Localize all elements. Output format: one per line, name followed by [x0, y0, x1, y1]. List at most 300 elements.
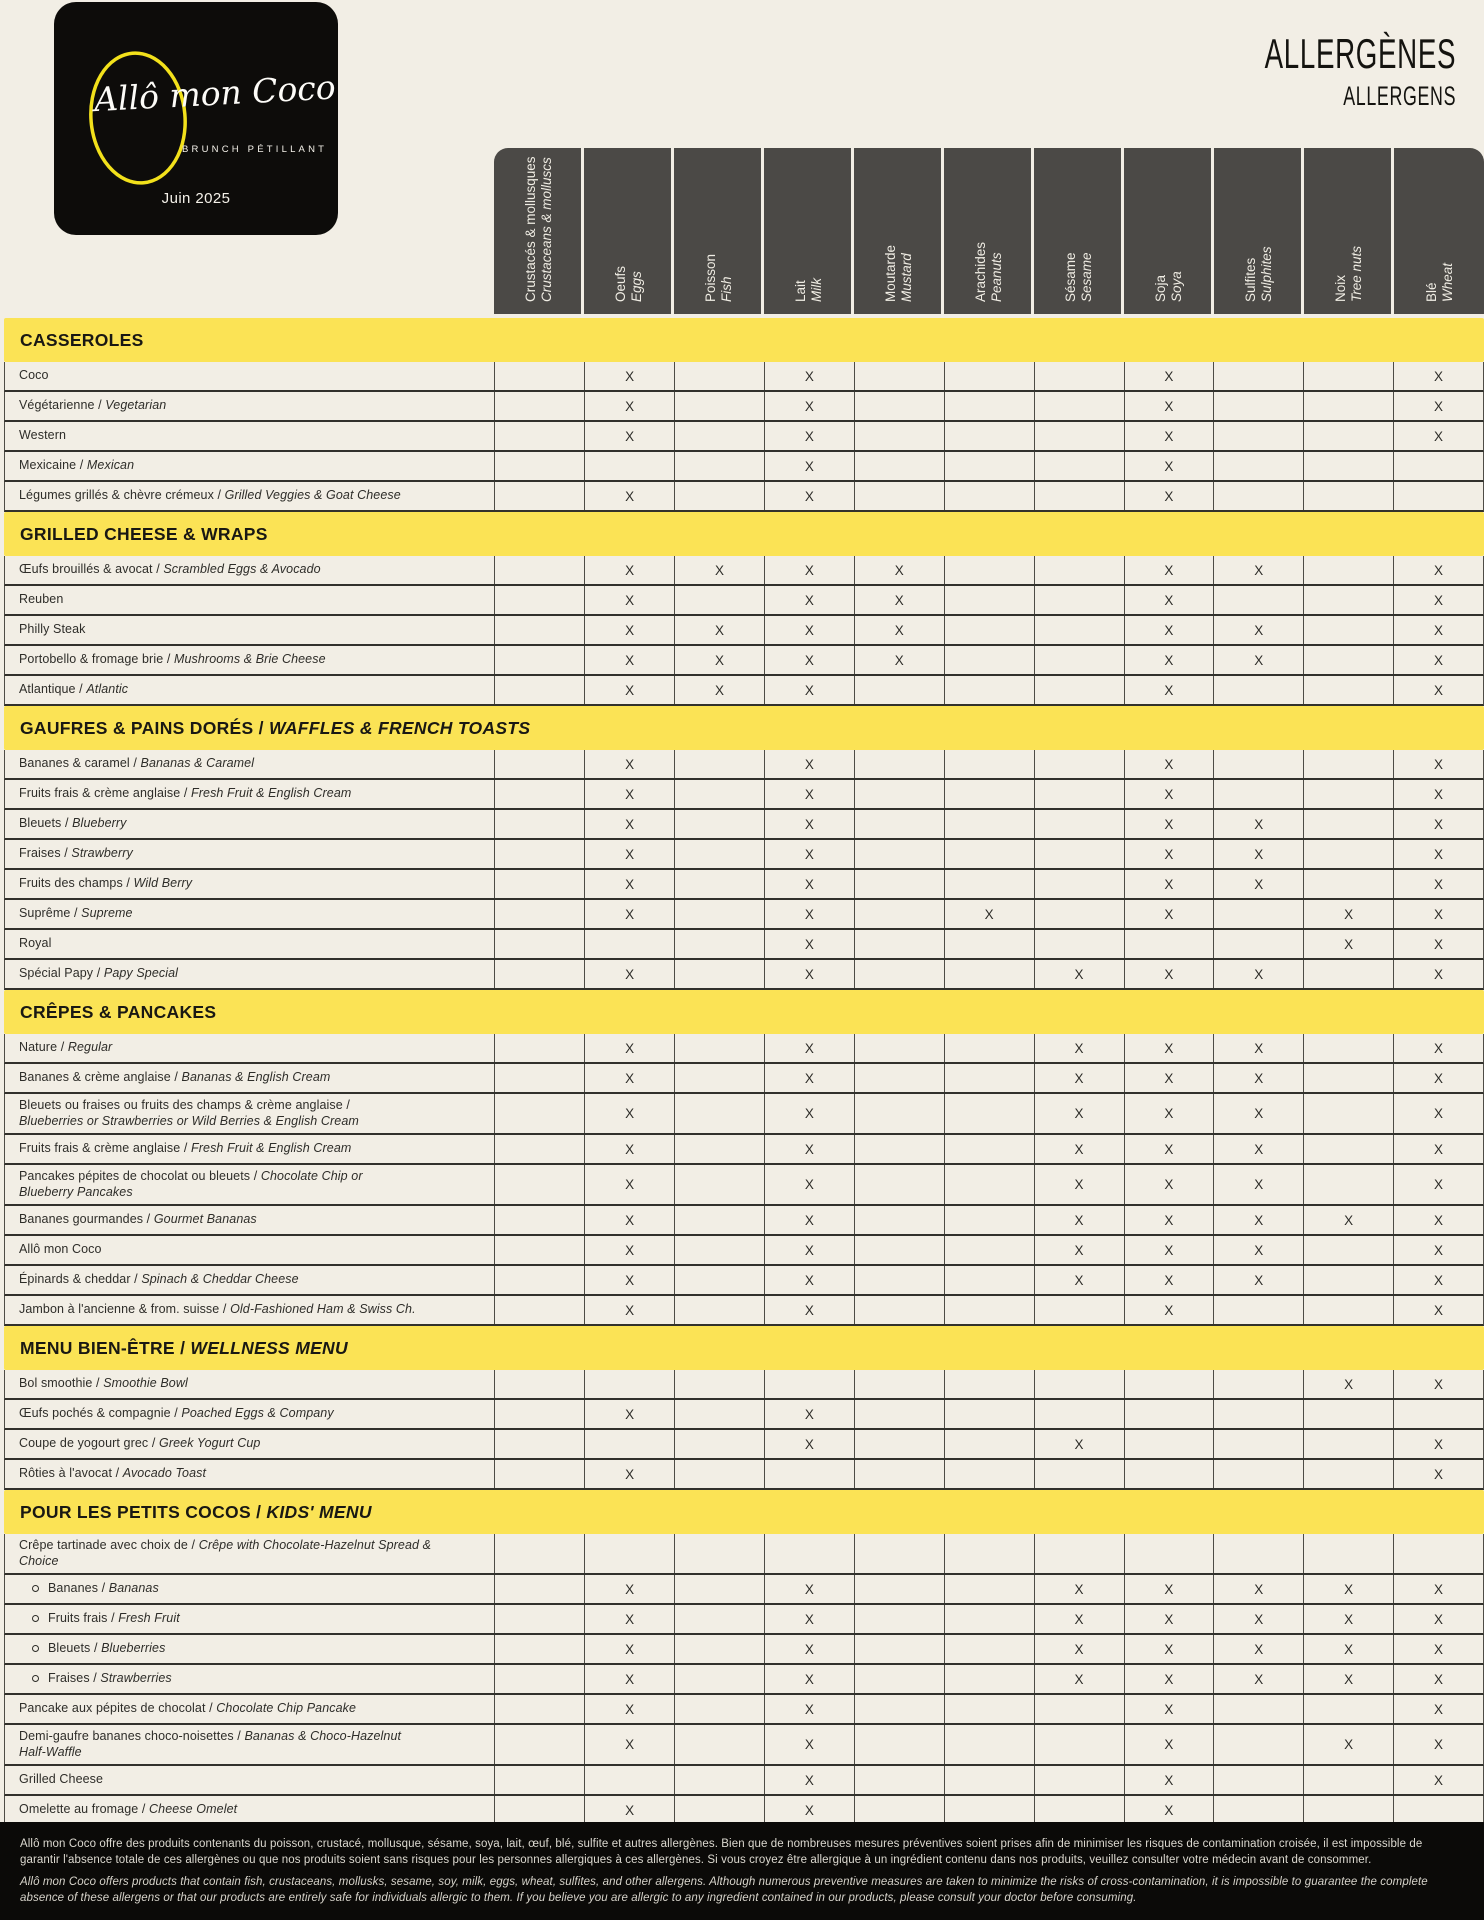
allergen-cell-soya: X: [1124, 1296, 1214, 1324]
allergen-cell-treenuts: [1303, 1460, 1393, 1488]
allergen-name-french: Arachides: [972, 241, 988, 302]
row-label: [5, 1165, 494, 1204]
allergen-cell-sulphites: X: [1213, 1635, 1303, 1663]
allergen-cell-wheat: X: [1393, 676, 1483, 704]
allergen-cell-sesame: X: [1034, 960, 1124, 988]
allergen-cell-sulphites: [1213, 1370, 1303, 1398]
allergen-cell-sesame: [1034, 1725, 1124, 1764]
allergen-cell-sesame: [1034, 780, 1124, 808]
allergen-cell-fish: [674, 750, 764, 778]
en: Regular: [67, 1040, 113, 1055]
allergen-cell-sulphites: X: [1213, 1094, 1303, 1133]
allergen-cell-treenuts: [1303, 780, 1393, 808]
table-row: [4, 482, 1484, 512]
allergen-cell-soya: X: [1124, 780, 1214, 808]
fr: Fraises: [19, 846, 61, 861]
sep: /: [130, 1272, 142, 1287]
table-row: [4, 1575, 1484, 1605]
allergen-cell-milk: X: [764, 1135, 854, 1163]
row-label: [5, 1460, 494, 1488]
allergen-cell-crustaceans: [494, 1725, 584, 1764]
allergen-cell-wheat: [1393, 1796, 1483, 1824]
allergen-cell-fish: [674, 1094, 764, 1133]
row-label-text: [19, 846, 133, 862]
row-label-text: [19, 1070, 330, 1086]
allergen-cell-peanuts: [944, 870, 1034, 898]
fr: Crêpe tartinade avec choix de: [19, 1538, 188, 1552]
en: Chocolate Chip or Blueberry Pancakes: [19, 1169, 363, 1199]
allergen-cell-sesame: [1034, 1766, 1124, 1794]
allergen-cell-milk: X: [764, 1400, 854, 1428]
en: Grilled Veggies & Goat Cheese: [224, 488, 401, 503]
allergen-cell-soya: X: [1124, 1266, 1214, 1294]
table-row: [4, 1064, 1484, 1094]
allergen-cell-sesame: [1034, 1796, 1124, 1824]
allergen-cell-eggs: X: [584, 1266, 674, 1294]
allergen-cell-soya: X: [1124, 676, 1214, 704]
allergen-cell-mustard: [854, 1460, 944, 1488]
allergen-cell-peanuts: [944, 676, 1034, 704]
en: Supreme: [81, 906, 133, 921]
allergen-cell-wheat: X: [1393, 1135, 1483, 1163]
allergen-cell-milk: [764, 1534, 854, 1573]
fr: Fruits frais & crème anglaise: [19, 1141, 181, 1156]
sep: /: [112, 1466, 123, 1481]
disclaimer-french: Allô mon Coco offre des produits contenants du poisson, crustacé, mollusque, sésame, soya, lait, œuf, blé, sulfite et autres allergènes. Bien que de nombreuses mesures préventives soient prises afin de minimiser les risques de contamination croisée, il est impossible de garantir l'absence totale de ces allergènes ou que nos produits soient sans risques pour les personnes allergiques à ces allergènes. Si vous croyez être allergique à un ingrédient contenu dans nos produits, veuillez consulter votre médecin avant de consommer.: [20, 1838, 1423, 1866]
allergen-cell-crustaceans: [494, 452, 584, 480]
allergen-cell-soya: X: [1124, 1064, 1214, 1092]
table-row: [4, 616, 1484, 646]
allergen-cell-crustaceans: [494, 900, 584, 928]
sep: /: [94, 398, 106, 413]
allergen-cell-sesame: X: [1034, 1034, 1124, 1062]
allergen-cell-soya: [1124, 1534, 1214, 1573]
allergen-cell-wheat: X: [1393, 960, 1483, 988]
fr: Philly Steak: [19, 622, 86, 637]
allergen-cell-fish: [674, 930, 764, 958]
en: Scrambled Eggs & Avocado: [163, 562, 321, 577]
allergen-cell-sesame: [1034, 392, 1124, 420]
allergen-cell-peanuts: [944, 930, 1034, 958]
allergen-cell-sulphites: [1213, 422, 1303, 450]
fr: Rôties à l'avocat: [19, 1466, 113, 1481]
en: Mexican: [86, 458, 135, 473]
table-row: [4, 750, 1484, 780]
allergen-cell-sesame: X: [1034, 1605, 1124, 1633]
allergen-cell-eggs: X: [584, 586, 674, 614]
allergen-cell-crustaceans: [494, 422, 584, 450]
logo-card: [54, 2, 338, 235]
fr: Reuben: [19, 592, 64, 607]
fr: Royal: [19, 936, 52, 951]
row-label: [5, 930, 494, 958]
allergen-cell-treenuts: [1303, 1165, 1393, 1204]
allergen-cell-treenuts: X: [1303, 1725, 1393, 1764]
allergen-cell-wheat: X: [1393, 750, 1483, 778]
allergen-cell-wheat: [1393, 482, 1483, 510]
row-label: [5, 556, 494, 584]
allergen-cell-wheat: X: [1393, 556, 1483, 584]
allergen-cell-fish: [674, 392, 764, 420]
allergen-cell-eggs: X: [584, 780, 674, 808]
table-row: [4, 960, 1484, 990]
en: Atlantic: [86, 682, 129, 697]
allergen-cell-peanuts: [944, 1534, 1034, 1573]
allergen-cell-fish: X: [674, 556, 764, 584]
allergen-cell-milk: X: [764, 1296, 854, 1324]
allergen-cell-soya: X: [1124, 452, 1214, 480]
allergen-cell-eggs: X: [584, 750, 674, 778]
allergen-cell-mustard: [854, 452, 944, 480]
row-label-text: [19, 1772, 103, 1788]
column-header-label: [703, 254, 734, 302]
allergen-cell-soya: X: [1124, 1695, 1214, 1723]
allergen-cell-peanuts: [944, 1400, 1034, 1428]
band-fr: GRILLED CHEESE & WRAPS: [20, 524, 268, 544]
allergen-cell-wheat: X: [1393, 362, 1483, 390]
row-label: [5, 1695, 494, 1723]
allergen-cell-sulphites: X: [1213, 616, 1303, 644]
allergen-cell-eggs: [584, 1430, 674, 1458]
sep: /: [98, 1581, 109, 1596]
sep: /: [180, 786, 192, 801]
sep: /: [76, 458, 87, 473]
row-label-text: [19, 1212, 257, 1228]
allergen-cell-sesame: [1034, 750, 1124, 778]
table-row: [4, 1430, 1484, 1460]
allergen-cell-wheat: X: [1393, 900, 1483, 928]
sep: /: [187, 1538, 199, 1552]
allergen-cell-fish: [674, 482, 764, 510]
allergen-cell-sulphites: X: [1213, 870, 1303, 898]
allergen-cell-sesame: [1034, 1370, 1124, 1398]
allergen-cell-eggs: X: [584, 870, 674, 898]
allergen-cell-treenuts: [1303, 1064, 1393, 1092]
fr: Portobello & fromage brie: [19, 652, 164, 667]
row-label: [5, 1135, 494, 1163]
allergen-cell-treenuts: [1303, 1534, 1393, 1573]
allergen-cell-sulphites: [1213, 392, 1303, 420]
row-label-text: [19, 428, 66, 444]
section-band: [4, 1326, 1484, 1370]
row-label-text: [19, 622, 86, 638]
allergen-cell-eggs: X: [584, 840, 674, 868]
allergen-cell-crustaceans: [494, 1064, 584, 1092]
disclaimer-english: Allô mon Coco offers products that contain fish, crustaceans, mollusks, sesame, soy, milk, eggs, wheat, sulfites, and other allergens. Although numerous preventive measures are taken to minimize the risks of cross-contamination, it is impossible to guarantee the complete absence of these allergens or that our products are entirely safe for individuals allergic to them. If you believe you are allergic to any ingredient contained in our products, please consult your doctor before consuming.: [20, 1876, 1428, 1904]
allergen-cell-fish: [674, 1534, 764, 1573]
disclaimer-footer: [0, 1822, 1484, 1920]
allergen-cell-milk: X: [764, 1796, 854, 1824]
allergen-cell-peanuts: [944, 422, 1034, 450]
allergen-name-english: Peanuts: [988, 252, 1003, 302]
allergen-cell-sesame: X: [1034, 1575, 1124, 1603]
allergen-cell-fish: [674, 1206, 764, 1234]
allergen-cell-eggs: X: [584, 810, 674, 838]
en: Papy Special: [103, 966, 179, 981]
sep: /: [92, 1376, 104, 1391]
row-label: [5, 840, 494, 868]
allergen-cell-crustaceans: [494, 840, 584, 868]
column-header-label: [1063, 252, 1094, 302]
fr: Coco: [19, 368, 49, 383]
en: Poached Eggs & Company: [181, 1406, 334, 1421]
allergen-cell-wheat: X: [1393, 422, 1483, 450]
allergen-cell-milk: X: [764, 1206, 854, 1234]
allergen-cell-eggs: X: [584, 616, 674, 644]
row-label-text: [48, 1641, 165, 1657]
row-label: [5, 392, 494, 420]
table-row: [4, 1665, 1484, 1695]
allergen-cell-crustaceans: [494, 586, 584, 614]
allergen-cell-soya: [1124, 1370, 1214, 1398]
allergen-cell-sulphites: [1213, 1796, 1303, 1824]
allergen-cell-wheat: X: [1393, 586, 1483, 614]
fr: Bleuets ou fraises ou fruits des champs & crème anglaise: [19, 1098, 343, 1112]
allergen-name-french: Blé: [1424, 282, 1439, 302]
column-header-wheat: [1394, 148, 1484, 314]
allergen-cell-eggs: X: [584, 422, 674, 450]
allergen-cell-sesame: X: [1034, 1635, 1124, 1663]
allergen-cell-peanuts: [944, 1370, 1034, 1398]
allergen-cell-fish: [674, 1430, 764, 1458]
sep: /: [57, 1040, 68, 1055]
row-label: [5, 810, 494, 838]
allergen-cell-wheat: X: [1393, 780, 1483, 808]
allergen-cell-milk: X: [764, 1665, 854, 1693]
allergen-cell-mustard: [854, 482, 944, 510]
row-label: [5, 646, 494, 674]
allergen-cell-soya: X: [1124, 1094, 1214, 1133]
allergen-name-french: Poisson: [702, 253, 718, 302]
allergen-cell-crustaceans: [494, 1665, 584, 1693]
allergen-cell-soya: X: [1124, 870, 1214, 898]
fr: Grilled Cheese: [19, 1772, 104, 1787]
allergen-cell-sesame: [1034, 1695, 1124, 1723]
allergen-name-english: Milk: [808, 278, 823, 302]
allergen-cell-fish: [674, 1695, 764, 1723]
en: Crêpe with Chocolate-Hazelnut Spread & Choice: [19, 1538, 432, 1568]
allergen-cell-milk: X: [764, 1766, 854, 1794]
fr: Nature: [19, 1040, 58, 1055]
en: Fresh Fruit & English Cream: [191, 1141, 352, 1156]
table-row: [4, 1400, 1484, 1430]
allergen-cell-crustaceans: [494, 1534, 584, 1573]
row-label-text: [19, 1406, 334, 1422]
allergen-cell-fish: [674, 422, 764, 450]
sep: /: [89, 1671, 101, 1686]
allergen-cell-wheat: X: [1393, 1236, 1483, 1264]
allergen-cell-treenuts: [1303, 1796, 1393, 1824]
allergen-cell-fish: [674, 1296, 764, 1324]
row-label: [5, 1635, 494, 1663]
allergen-cell-mustard: [854, 1400, 944, 1428]
table-row: [4, 1236, 1484, 1266]
column-header-label: [613, 266, 644, 302]
allergen-cell-milk: X: [764, 482, 854, 510]
allergen-cell-mustard: [854, 1766, 944, 1794]
allergen-cell-crustaceans: [494, 1766, 584, 1794]
allergen-name-english: Fish: [718, 276, 733, 302]
allergen-cell-fish: [674, 1236, 764, 1264]
allergen-cell-mustard: [854, 840, 944, 868]
allergen-cell-peanuts: [944, 1034, 1034, 1062]
row-label-text: [19, 816, 127, 832]
allergen-cell-sesame: X: [1034, 1665, 1124, 1693]
allergen-name-french: Sésame: [1062, 252, 1078, 302]
allergen-cell-treenuts: [1303, 1296, 1393, 1324]
allergen-cell-sesame: [1034, 556, 1124, 584]
allergen-cell-sulphites: [1213, 586, 1303, 614]
allergen-cell-peanuts: [944, 452, 1034, 480]
fr: Western: [19, 428, 67, 443]
allergen-cell-sulphites: [1213, 482, 1303, 510]
fr: Fruits frais: [48, 1611, 108, 1626]
allergen-cell-soya: X: [1124, 586, 1214, 614]
allergen-cell-sulphites: X: [1213, 1135, 1303, 1163]
en: Gourmet Bananas: [153, 1212, 257, 1227]
row-label: [5, 452, 494, 480]
sep: /: [75, 682, 87, 697]
row-label: [5, 1430, 494, 1458]
allergen-cell-sesame: [1034, 452, 1124, 480]
allergen-cell-peanuts: [944, 1165, 1034, 1204]
allergen-cell-mustard: [854, 900, 944, 928]
allergen-cell-milk: [764, 1370, 854, 1398]
row-label-text: [48, 1671, 172, 1687]
allergen-cell-treenuts: [1303, 392, 1393, 420]
allergen-cell-sulphites: X: [1213, 840, 1303, 868]
allergen-cell-soya: X: [1124, 1236, 1214, 1264]
allergen-cell-mustard: [854, 1605, 944, 1633]
row-label-text: [19, 458, 134, 474]
row-label-text: [19, 1466, 206, 1482]
allergen-cell-soya: X: [1124, 1034, 1214, 1062]
en: Vegetarian: [105, 398, 167, 413]
allergen-cell-peanuts: [944, 556, 1034, 584]
en: Blueberries: [101, 1641, 166, 1656]
table-row: [4, 1460, 1484, 1490]
allergen-cell-treenuts: [1303, 750, 1393, 778]
table-row: [4, 1034, 1484, 1064]
allergen-cell-sesame: [1034, 870, 1124, 898]
sep: /: [90, 1641, 102, 1656]
allergen-cell-eggs: X: [584, 1635, 674, 1663]
allergen-cell-sulphites: X: [1213, 1206, 1303, 1234]
band-fr: POUR LES PETITS COCOS: [20, 1502, 251, 1522]
allergen-cell-sulphites: X: [1213, 1064, 1303, 1092]
allergen-cell-milk: X: [764, 840, 854, 868]
allergen-cell-mustard: X: [854, 556, 944, 584]
sep: /: [60, 846, 72, 861]
allergen-cell-eggs: X: [584, 1135, 674, 1163]
allergen-cell-eggs: X: [584, 676, 674, 704]
allergen-cell-eggs: X: [584, 1575, 674, 1603]
allergen-cell-crustaceans: [494, 1236, 584, 1264]
allergen-cell-sulphites: [1213, 1534, 1303, 1573]
allergen-cell-wheat: X: [1393, 1266, 1483, 1294]
allergen-cell-mustard: [854, 392, 944, 420]
table-row: [4, 1635, 1484, 1665]
row-label: [5, 616, 494, 644]
allergen-cell-sulphites: [1213, 1400, 1303, 1428]
fr: Œufs pochés & compagnie: [19, 1406, 171, 1421]
allergen-cell-treenuts: [1303, 1135, 1393, 1163]
allergen-cell-milk: X: [764, 1430, 854, 1458]
allergen-cell-treenuts: [1303, 1766, 1393, 1794]
allergen-cell-sesame: [1034, 586, 1124, 614]
allergen-cell-treenuts: X: [1303, 1370, 1393, 1398]
allergen-cell-fish: [674, 1165, 764, 1204]
sep: /: [342, 1098, 350, 1112]
sep: /: [233, 1729, 245, 1743]
allergen-cell-sulphites: [1213, 676, 1303, 704]
allergen-cell-crustaceans: [494, 676, 584, 704]
page-title: [1166, 30, 1456, 112]
allergen-cell-mustard: [854, 930, 944, 958]
allergen-name-english: Sesame: [1078, 252, 1093, 302]
fr: Fruits frais & crème anglaise: [19, 786, 181, 801]
allergen-cell-sesame: [1034, 1400, 1124, 1428]
allergen-cell-crustaceans: [494, 780, 584, 808]
allergen-cell-sulphites: X: [1213, 646, 1303, 674]
allergen-cell-milk: X: [764, 362, 854, 390]
fr: Atlantique: [19, 682, 76, 697]
allergen-cell-milk: X: [764, 1605, 854, 1633]
band-fr: CASSEROLES: [20, 330, 144, 350]
table-row: [4, 840, 1484, 870]
fr: Bananes gourmandes: [19, 1212, 144, 1227]
allergen-cell-mustard: [854, 1034, 944, 1062]
allergen-cell-fish: [674, 840, 764, 868]
allergen-cell-fish: [674, 1575, 764, 1603]
allergen-cell-eggs: X: [584, 1165, 674, 1204]
allergen-cell-sesame: X: [1034, 1165, 1124, 1204]
allergen-cell-mustard: [854, 1575, 944, 1603]
allergen-cell-peanuts: [944, 1064, 1034, 1092]
allergen-cell-eggs: X: [584, 392, 674, 420]
allergen-cell-crustaceans: [494, 556, 584, 584]
allergen-cell-treenuts: X: [1303, 1575, 1393, 1603]
allergen-cell-treenuts: X: [1303, 1635, 1393, 1663]
allergen-cell-crustaceans: [494, 1135, 584, 1163]
row-label: [5, 780, 494, 808]
allergen-cell-fish: [674, 1605, 764, 1633]
section-band: [4, 318, 1484, 362]
row-label-text: [19, 562, 321, 578]
allergen-cell-milk: X: [764, 392, 854, 420]
allergen-cell-milk: X: [764, 1034, 854, 1062]
allergen-cell-wheat: [1393, 452, 1483, 480]
allergen-cell-eggs: X: [584, 960, 674, 988]
allergen-cell-mustard: [854, 1430, 944, 1458]
allergen-cell-sesame: [1034, 840, 1124, 868]
column-header-crustaceans: [494, 148, 581, 314]
table-row: [4, 392, 1484, 422]
column-header-mustard: [854, 148, 941, 314]
en: Avocado Toast: [122, 1466, 207, 1481]
allergen-name-english: Soya: [1168, 271, 1183, 302]
allergen-cell-mustard: [854, 870, 944, 898]
allergen-cell-mustard: X: [854, 646, 944, 674]
row-label: [5, 1796, 494, 1824]
en: Bananas & Choco-Hazelnut Half-Waffle: [19, 1729, 402, 1759]
allergen-cell-wheat: X: [1393, 1034, 1483, 1062]
fr: Jambon à l'ancienne & from. suisse: [19, 1302, 220, 1317]
allergen-cell-peanuts: [944, 1236, 1034, 1264]
allergen-cell-sulphites: [1213, 1695, 1303, 1723]
fr: Végétarienne: [19, 398, 95, 413]
bullet-icon: [32, 1615, 39, 1622]
